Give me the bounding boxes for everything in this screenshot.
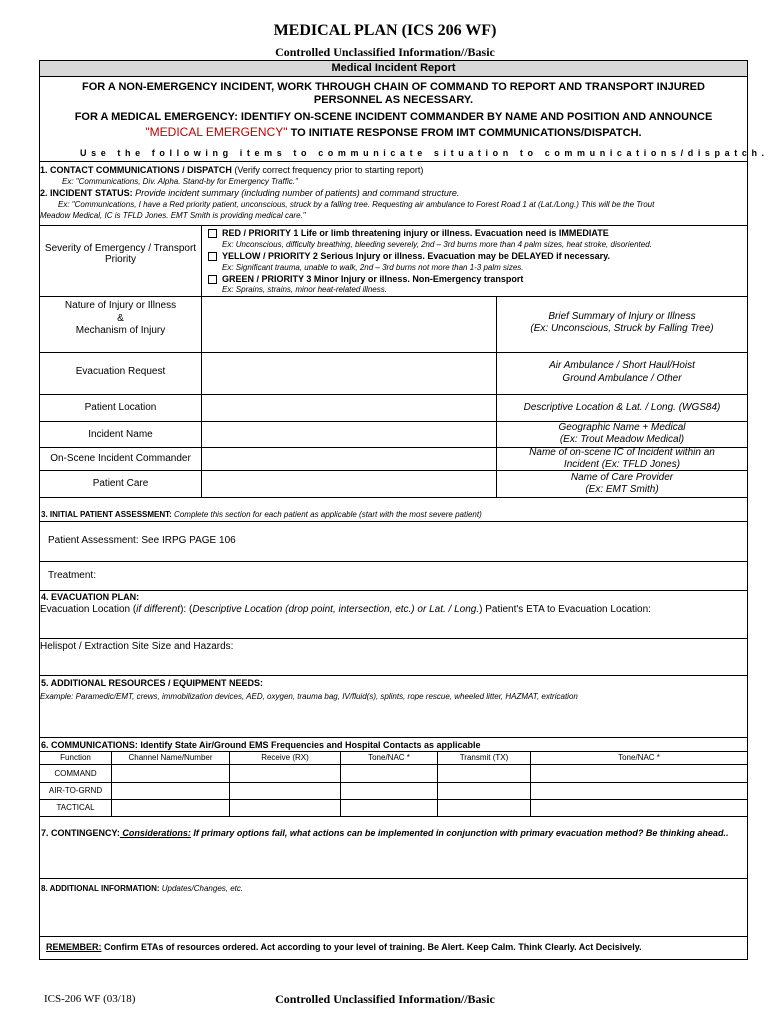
comm-header-transmit: Transmit (TX) [459,753,509,762]
divider [40,161,747,162]
patient-location-field[interactable] [202,395,495,421]
patient-care-hint-1: Name of Care Provider [570,472,674,483]
row-line [40,521,747,522]
section-7-note: If primary options fail, what actions can be implemented in conjunction with primary evacuation method? Be thinking ahead.. [190,828,729,838]
helispot-label: Helispot / Extraction Site Size and Hazards: [40,641,234,652]
incident-commander-hint-1: Name of on-scene IC of Incident within an [529,447,715,458]
intro-line-4-rest: TO INITIATE RESPONSE FROM IMT COMMUNICATIONS/DISPATCH. [287,127,642,139]
section-5-example: Example: Paramedic/EMT, crews, immobilization devices, AED, oxygen, trauma bag, IV/fluid(s), splints, rope rescue, wheeled litter, HAZMAT, extrication [40,692,578,701]
patient-location-hint: Descriptive Location & Lat. / Long. (WGS84) [523,402,721,413]
report-header-bar: Medical Incident Report [40,61,747,77]
evacuation-request-field[interactable] [202,353,495,394]
red-checkbox[interactable] [208,229,217,238]
section-2-note: Provide incident summary (including number of patients) and command structure. [132,188,460,198]
priority-red-example: Ex: Unconscious, difficulty breathing, bleeding severely, 2nd – 3rd burns more than 4 palm sizes, heat stroke, disoriented. [222,240,652,249]
cui-marking-bottom: Controlled Unclassified Information//Basic [275,992,495,1006]
comm-header-receive: Receive (RX) [261,753,309,762]
form-title: MEDICAL PLAN (ICS 206 WF) [273,22,497,39]
evac-loc-e: ) Patient's ETA to Evacuation Location: [479,604,651,615]
comm-header-tone-rx: Tone/NAC * [368,753,410,762]
patient-care-field[interactable] [202,471,495,497]
row-line [40,638,747,639]
section-3-note: Complete this section for each patient as applicable (start with the most severe patient) [171,510,482,519]
remember-line [46,942,642,952]
use-following-items: Use the following items to communicate situation to communications/dispatch. [80,148,769,158]
priority-yellow-example: Ex: Significant trauma, unable to walk, 2nd – 3rd burns not more than 1-3 palm sizes. [222,263,524,272]
row-line [40,737,747,738]
priority-red-option[interactable] [208,228,609,238]
priority-green-text: GREEN / PRIORITY 3 Minor Injury or illness. Non-Emergency transport [222,274,524,284]
section-4-heading: 4. EVACUATION PLAN: [41,592,140,602]
nature-label-3: Mechanism of Injury [75,325,166,336]
evacuation-hint-1: Air Ambulance / Short Haul/Hoist [549,360,695,371]
incident-commander-field[interactable] [202,448,495,470]
evacuation-hint-2: Ground Ambulance / Other [562,373,682,384]
incident-commander-hint-2: Incident (Ex: TFLD Jones) [563,459,681,470]
section-8 [41,884,243,893]
evac-loc-b: if different [136,604,181,615]
section-2-example-1: Ex: "Communications, I have a Red priority patient, unconscious, struck by a falling tree. Requesting air ambulance to Forest Road 1 at (Lat./Long.) This will be the Trout [58,200,655,209]
section-3-heading: 3. INITIAL PATIENT ASSESSMENT: [41,510,172,519]
section-6-heading: 6. COMMUNICATIONS: Identify State Air/Ground EMS Frequencies and Hospital Contacts as applicable [41,740,481,750]
section-1 [40,165,423,175]
section-5-heading: 5. ADDITIONAL RESOURCES / EQUIPMENT NEEDS: [41,678,264,688]
section-1-heading: 1. CONTACT COMMUNICATIONS / DISPATCH [40,165,232,175]
row-line [40,936,747,937]
yellow-checkbox[interactable] [208,252,217,261]
section-1-example: Ex: "Communications, Div. Alpha. Stand-by for Emergency Traffic." [62,177,298,186]
intro-line-2: PERSONNEL AS NECESSARY. [313,94,474,106]
section-7-considerations: Considerations: [119,828,191,838]
nature-label-2: & [117,313,124,324]
evac-loc-a: Evacuation Location ( [40,604,137,615]
medical-emergency-phrase: "MEDICAL EMERGENCY" [145,125,288,139]
incident-commander-label: On-Scene Incident Commander [50,453,191,464]
comm-header-channel: Channel Name/Number [128,753,213,762]
evac-loc-d: Descriptive Location (drop point, intersection, etc.) or Lat. / Long. [192,604,480,615]
comm-header-tone-tx: Tone/NAC * [618,753,660,762]
nature-hint-1: Brief Summary of Injury or Illness [548,311,696,322]
row-line [40,751,747,752]
section-2 [40,188,459,198]
green-checkbox[interactable] [208,275,217,284]
section-2-example-2: Meadow Medical, IC is TFLD Jones. EMT Smith is providing medical care." [40,211,306,220]
row-line [40,816,747,817]
priority-green-example: Ex: Sprains, strains, minor heat-related illness. [222,285,387,294]
incident-name-hint-2: (Ex: Trout Meadow Medical) [559,434,685,445]
nature-label-1: Nature of Injury or Illness [64,300,177,311]
comm-row-command: COMMAND [54,769,97,778]
priority-red-text: RED / PRIORITY 1 Life or limb threatening injury or illness. Evacuation need is IMMEDIATE [222,228,609,238]
section-3 [41,510,482,519]
section-7-heading: 7. CONTINGENCY: [41,828,120,838]
table-top-line [40,225,747,226]
section-8-heading: 8. ADDITIONAL INFORMATION: [41,884,160,893]
treatment-label: Treatment: [48,570,96,581]
intro-line-3: FOR A MEDICAL EMERGENCY: IDENTIFY ON-SCENE INCIDENT COMMANDER BY NAME AND POSITION AND ANNOUNCE [74,111,713,123]
remember-label: REMEMBER: [46,942,102,952]
form-number: ICS-206 WF (03/18) [44,993,136,1005]
evac-loc-c: ): ( [180,604,193,615]
section-2-heading: 2. INCIDENT STATUS: [40,188,133,198]
incident-name-label: Incident Name [88,429,153,440]
priority-green-option[interactable] [208,274,523,284]
communications-entry-area[interactable] [112,765,747,816]
incident-name-hint-1: Geographic Name + Medical [558,422,686,433]
incident-name-field[interactable] [202,422,495,447]
patient-assessment-label: Patient Assessment: See IRPG PAGE 106 [48,535,236,546]
section-1-note: (Verify correct frequency prior to starting report) [231,165,424,175]
severity-label: Severity of Emergency / Transport Priority [44,243,197,265]
patient-location-label: Patient Location [84,402,157,413]
section-8-note: Updates/Changes, etc. [159,884,244,893]
intro-line-4 [40,125,747,139]
comm-row-tactical: TACTICAL [56,803,95,812]
row-line [40,675,747,676]
comm-row-air-to-grnd: AIR-TO-GRND [48,786,103,795]
row-line [40,590,747,591]
remember-text: Confirm ETAs of resources ordered. Act according to your level of training. Be Alert. Keep Calm. Think Clearly. Act Decisively. [101,942,642,952]
patient-care-label: Patient Care [92,478,149,489]
comm-header-function: Function [60,753,91,762]
intro-line-1: FOR A NON-EMERGENCY INCIDENT, WORK THROUGH CHAIN OF COMMAND TO REPORT AND TRANSPORT INJURED [82,81,705,93]
patient-care-hint-2: (Ex: EMT Smith) [585,484,659,495]
nature-of-injury-field[interactable] [202,297,495,352]
evacuation-request-label: Evacuation Request [75,366,166,377]
section-7 [41,828,728,838]
nature-hint-2: (Ex: Unconscious, Struck by Falling Tree) [530,323,714,334]
row-line [40,497,747,498]
priority-yellow-text: YELLOW / PRIORITY 2 Serious Injury or illness. Evacuation may be DELAYED if necessary. [222,251,610,261]
row-line [40,561,747,562]
cui-marking-top: Controlled Unclassified Information//Basic [275,45,495,59]
row-line [40,878,747,879]
evacuation-location-label [40,604,651,615]
priority-yellow-option[interactable] [208,251,610,261]
